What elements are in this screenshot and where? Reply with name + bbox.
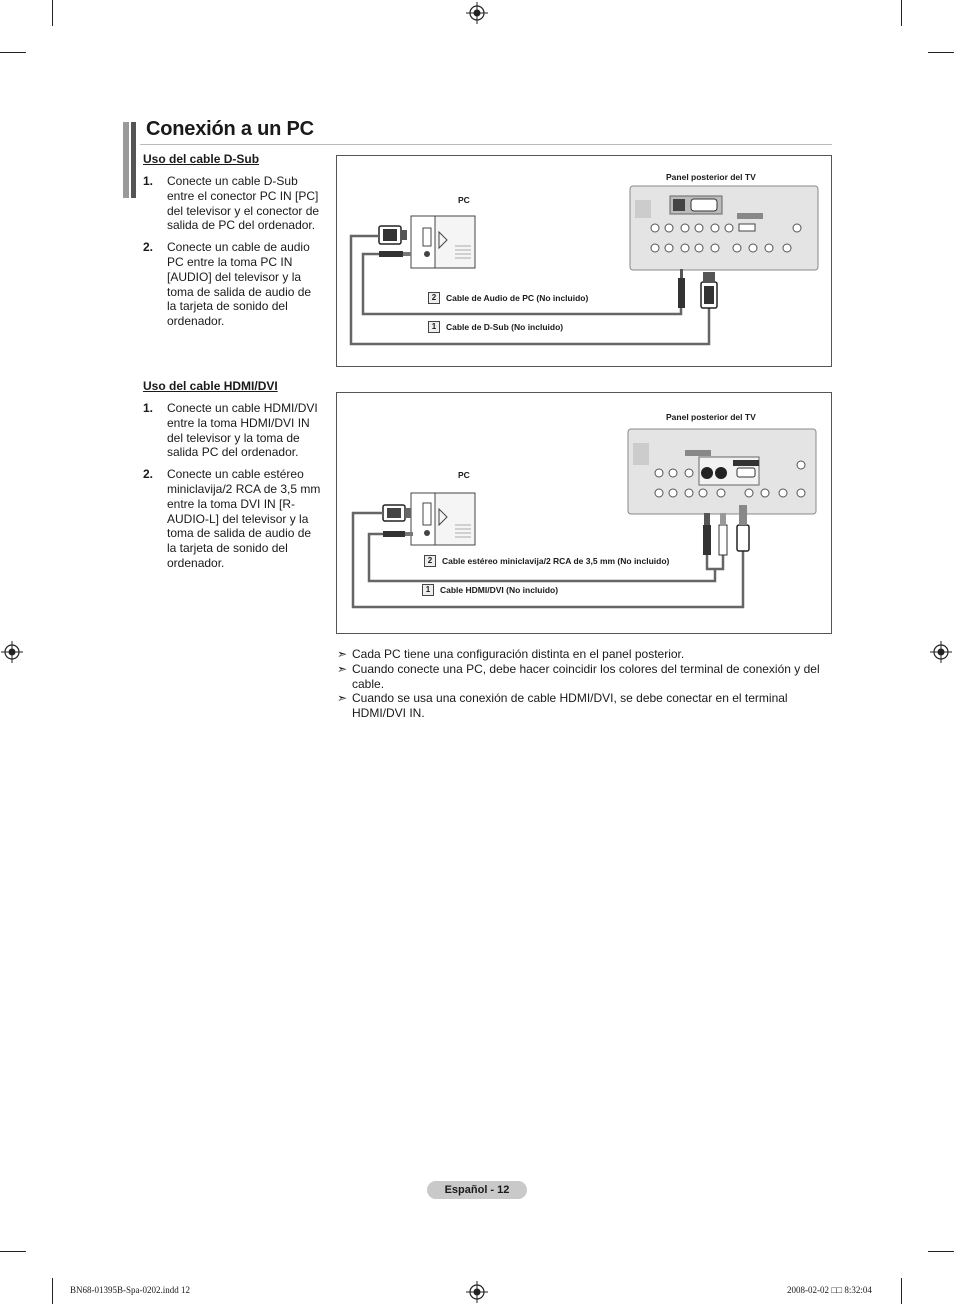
registration-mark-icon [466,1281,488,1303]
title-rule [140,144,832,145]
list-item: 1. Conecte un cable D-Sub entre el conector PC IN [PC] del televisor y el conector de salida de PC del ordenador. [143,174,320,233]
tv-panel-label: Panel posterior del TV [666,412,756,422]
registration-mark-icon [466,2,488,24]
crop-mark [52,0,53,26]
pc-label: PC [458,195,470,205]
crop-mark [52,1278,53,1304]
arrow-icon: ➣ [337,661,348,676]
list-item: ➣ Cuando se usa una conexión de cable HDMI/DVI, se debe conectar en el terminal HDMI/DVI IN. [337,691,788,721]
dsub-steps [143,174,323,336]
registration-mark-icon [1,641,23,663]
dsub-cable-label: 1 Cable de D-Sub (No incluido) [428,321,563,333]
crop-mark [0,1251,26,1252]
hdmi-cable-label: 1 Cable HDMI/DVI (No incluido) [422,584,558,596]
page-title: Conexión a un PC [146,118,314,140]
crop-mark [901,1278,902,1304]
dsub-connection-illustration [337,156,831,366]
pc-label: PC [458,470,470,480]
print-slug-left: BN68-01395B-Spa-0202.indd 12 [70,1285,190,1295]
hdmi-heading: Uso del cable HDMI/DVI [143,379,278,393]
title-accent-bar [131,122,136,198]
crop-mark [928,1251,954,1252]
hdmi-steps [143,401,323,578]
tv-panel-label: Panel posterior del TV [666,172,756,182]
registration-mark-icon [930,641,952,663]
list-item: 1. Conecte un cable HDMI/DVI entre la toma HDMI/DVI IN del televisor y la toma de salida PC del ordenador. [143,401,318,460]
notes-list [337,647,827,721]
dsub-heading: Uso del cable D-Sub [143,152,260,166]
crop-mark [928,52,954,53]
list-item: ➣ Cada PC tiene una configuración distinta en el panel posterior. [337,647,685,661]
arrow-icon: ➣ [337,691,348,706]
title-accent-bar [123,122,129,198]
hdmi-diagram [336,392,832,634]
list-item: 2. Conecte un cable estéreo miniclavija/2 RCA de 3,5 mm entre la toma DVI IN [R-AUDIO-L] del televisor y la toma de salida de audio de la tarjeta de sonido del ordenador. [143,467,321,570]
hdmi-connection-illustration [337,393,831,633]
crop-mark [901,0,902,26]
dsub-diagram [336,155,832,367]
list-item: 2. Conecte un cable de audio PC entre la toma PC IN [AUDIO] del televisor y la toma de salida de audio de la tarjeta de sonido del ordenador. [143,240,312,329]
crop-mark [0,52,26,53]
print-slug-right: 2008-02-02 □□ 8:32:04 [787,1285,872,1295]
audio-cable-label: 2 Cable de Audio de PC (No incluido) [428,292,588,304]
list-item: ➣ Cuando conecte una PC, debe hacer coincidir los colores del terminal de conexión y del cable. [337,661,820,691]
arrow-icon: ➣ [337,647,348,661]
page-number-badge: Español - 12 [427,1181,527,1199]
audio-cable-label: 2 Cable estéreo miniclavija/2 RCA de 3,5 mm (No incluido) [424,555,669,567]
